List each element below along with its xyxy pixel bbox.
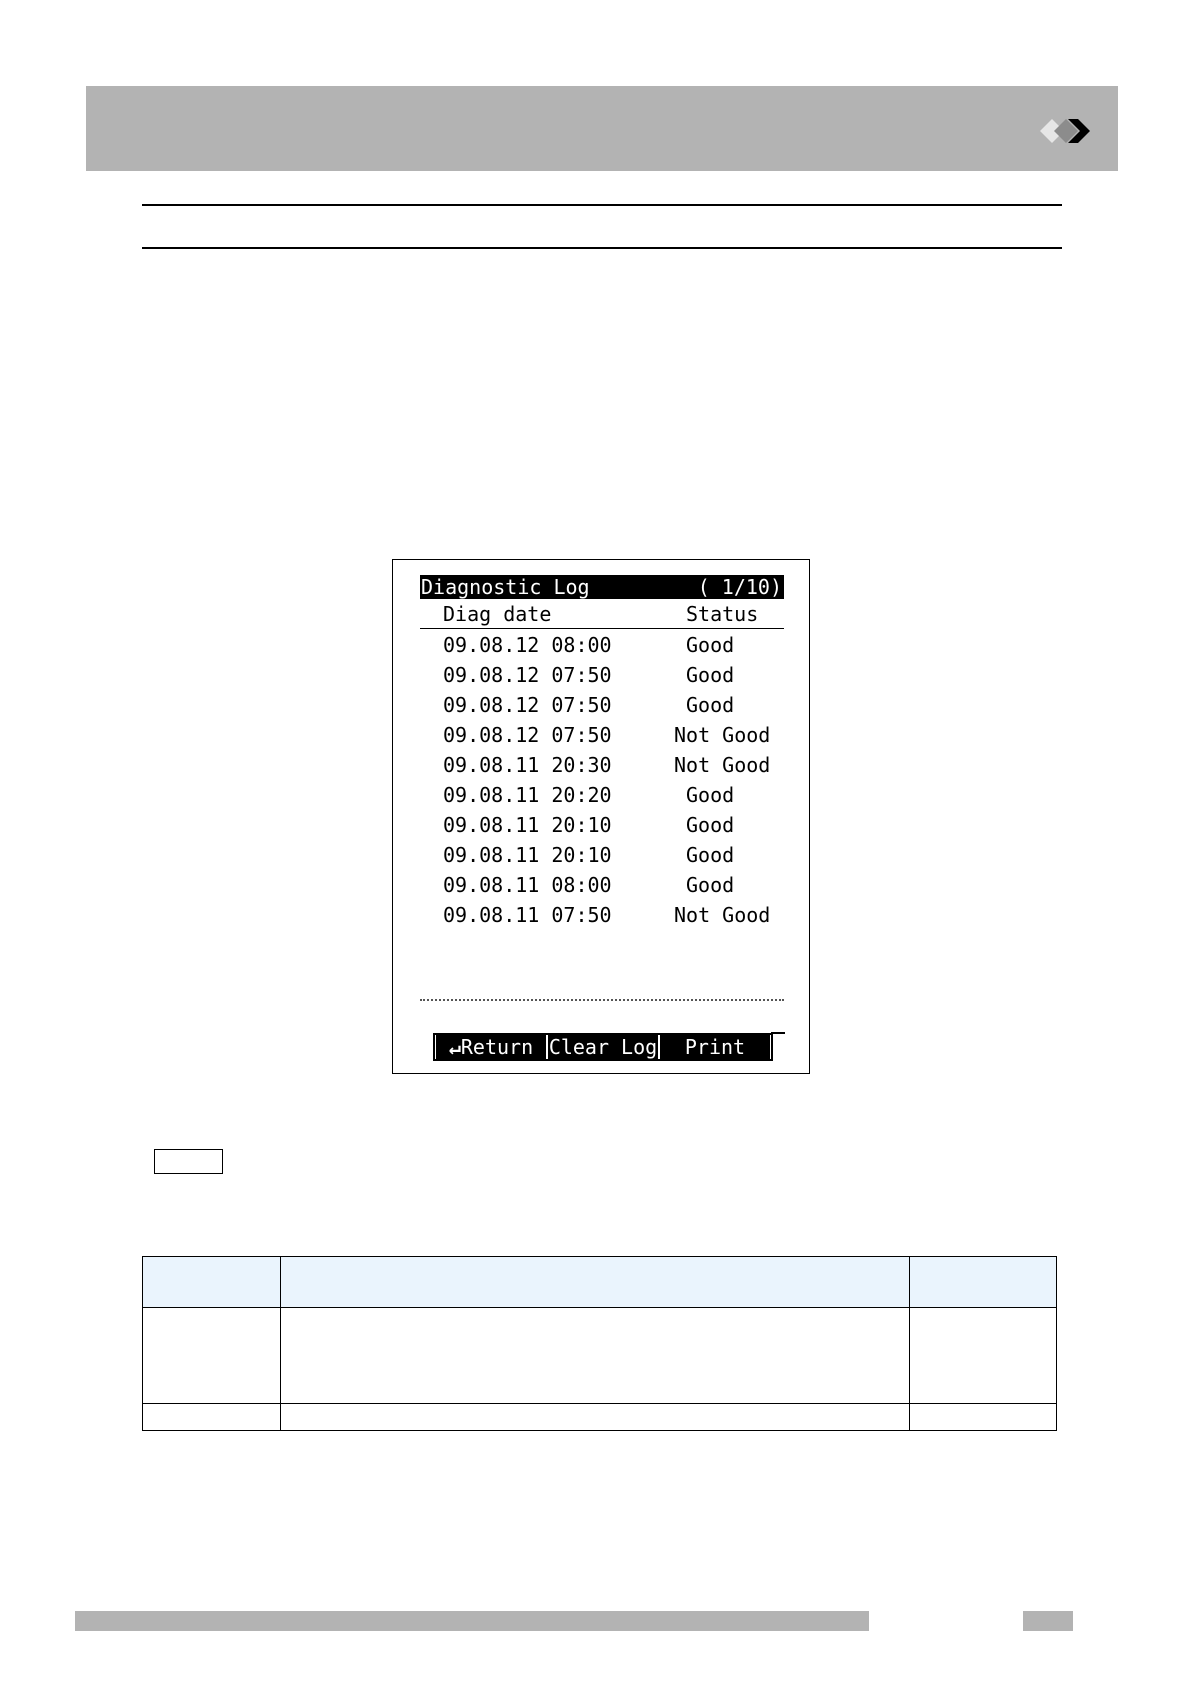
return-arrow-icon: ↵: [448, 1035, 461, 1059]
dotted-divider: [420, 999, 784, 1001]
log-date: 09.08.12 07:50: [443, 693, 612, 717]
log-date: 09.08.12 07:50: [443, 663, 612, 687]
log-date: 09.08.11 20:20: [443, 783, 612, 807]
bottom-rule: [142, 247, 1062, 249]
log-status: Not Good: [674, 903, 771, 927]
clear-log-label: Clear Log: [548, 1035, 658, 1059]
top-rule: [142, 204, 1062, 206]
log-row[interactable]: [420, 750, 784, 780]
log-date: 09.08.11 07:50: [443, 903, 612, 927]
header-band: [86, 86, 1118, 171]
log-date: 09.08.12 07:50: [443, 723, 612, 747]
print-label: Print: [684, 1035, 746, 1059]
log-row[interactable]: [420, 630, 784, 660]
log-row[interactable]: [420, 780, 784, 810]
log-status: Not Good: [674, 753, 771, 777]
log-status: Not Good: [674, 723, 771, 747]
corner-mark: [771, 1032, 785, 1044]
log-date: 09.08.12 08:00: [443, 633, 612, 657]
log-status: Good: [686, 663, 735, 687]
log-date: 09.08.11 08:00: [443, 873, 612, 897]
log-date: 09.08.11 20:10: [443, 843, 612, 867]
column-header: [420, 600, 784, 629]
page-indicator: ( 1/10): [697, 575, 782, 599]
info-table: [142, 1256, 1057, 1431]
log-row[interactable]: [420, 870, 784, 900]
log-status: Good: [686, 693, 735, 717]
log-row[interactable]: [420, 660, 784, 690]
log-status: Good: [686, 873, 735, 897]
log-date: 09.08.11 20:10: [443, 813, 612, 837]
footer-bar: [75, 1611, 869, 1631]
log-row[interactable]: [420, 840, 784, 870]
log-status: Good: [686, 843, 735, 867]
diagnostic-log-screen: [392, 559, 810, 1074]
softkey-bar: [433, 1033, 773, 1061]
print-softkey[interactable]: [659, 1035, 771, 1059]
column-header-date: Diag date: [443, 602, 552, 626]
note-box: [154, 1149, 223, 1174]
clear-log-softkey[interactable]: [547, 1035, 659, 1059]
log-status: Good: [686, 633, 735, 657]
log-status: Good: [686, 813, 735, 837]
log-row[interactable]: [420, 900, 784, 930]
log-row[interactable]: [420, 690, 784, 720]
log-date: 09.08.11 20:30: [443, 753, 612, 777]
footer-page-box: [1023, 1611, 1073, 1631]
log-row[interactable]: [420, 810, 784, 840]
column-header-status: Status: [686, 602, 759, 626]
screen-title: Diagnostic Log: [421, 575, 590, 599]
log-status: Good: [686, 783, 735, 807]
log-row[interactable]: [420, 720, 784, 750]
return-label: Return: [460, 1035, 534, 1059]
return-softkey[interactable]: [435, 1035, 547, 1059]
table-column-divider: [909, 1257, 910, 1430]
double-chevron-right-icon: [1040, 114, 1100, 148]
screen-title-bar: [420, 575, 784, 599]
table-column-divider: [280, 1257, 281, 1430]
